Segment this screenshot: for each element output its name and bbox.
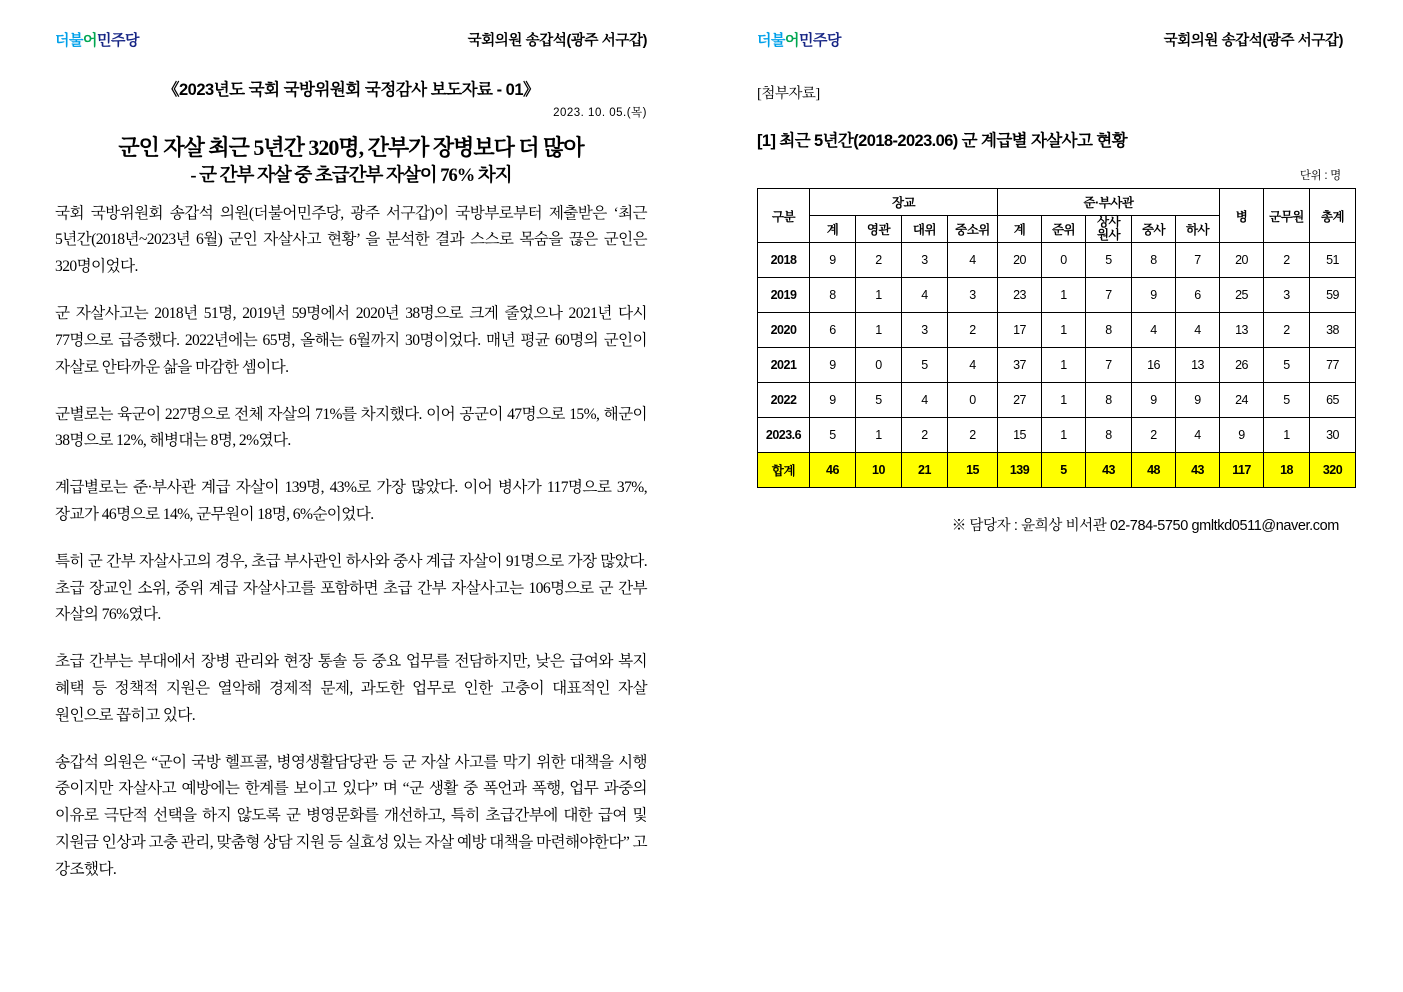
cell: 9 xyxy=(810,383,856,418)
cell: 2 xyxy=(856,243,902,278)
row-year: 2022 xyxy=(758,383,810,418)
total-cell: 18 xyxy=(1264,453,1310,488)
total-cell: 320 xyxy=(1310,453,1356,488)
header-group-civilian: 군무원 xyxy=(1264,189,1310,243)
cell: 0 xyxy=(948,383,998,418)
cell: 20 xyxy=(998,243,1042,278)
header-officer-sum: 계 xyxy=(810,216,856,243)
logo-text-part3-right: 민주당 xyxy=(798,31,841,49)
cell: 30 xyxy=(1310,418,1356,453)
cell: 7 xyxy=(1086,278,1132,313)
cell: 5 xyxy=(1264,383,1310,418)
cell: 1 xyxy=(856,418,902,453)
cell: 15 xyxy=(998,418,1042,453)
cell: 5 xyxy=(902,348,948,383)
cell: 4 xyxy=(948,348,998,383)
cell: 27 xyxy=(998,383,1042,418)
logo-text-part1-right: 더불 xyxy=(757,31,785,49)
cell: 51 xyxy=(1310,243,1356,278)
member-title-left: 국회의원 송갑석(광주 서구갑) xyxy=(467,32,647,49)
table-row xyxy=(758,313,1356,348)
cell: 8 xyxy=(1132,243,1176,278)
party-logo xyxy=(55,29,139,50)
table-row xyxy=(758,383,1356,418)
row-year: 2021 xyxy=(758,348,810,383)
table-total-row xyxy=(758,453,1356,488)
table-header-group-row xyxy=(758,189,1356,216)
member-title-right: 국회의원 송갑석(광주 서구갑) xyxy=(1163,32,1343,49)
cell: 2 xyxy=(1264,243,1310,278)
table-row xyxy=(758,278,1356,313)
header-nco-sum: 계 xyxy=(998,216,1042,243)
cell: 2 xyxy=(1264,313,1310,348)
cell: 3 xyxy=(902,243,948,278)
cell: 1 xyxy=(856,313,902,348)
row-year: 2019 xyxy=(758,278,810,313)
table-row xyxy=(758,348,1356,383)
cell: 4 xyxy=(902,278,948,313)
total-rowhead: 합계 xyxy=(758,453,810,488)
total-cell: 43 xyxy=(1086,453,1132,488)
suicide-statistics-table xyxy=(757,188,1356,488)
header-group-total: 총계 xyxy=(1310,189,1356,243)
header-group-nco: 준·부사관 xyxy=(998,189,1220,216)
right-page-header xyxy=(757,18,1343,60)
header-nco-staff: 중사 xyxy=(1132,216,1176,243)
cell: 6 xyxy=(1176,278,1220,313)
total-cell: 46 xyxy=(810,453,856,488)
cell: 5 xyxy=(1086,243,1132,278)
header-officer-field: 영관 xyxy=(856,216,902,243)
total-cell: 48 xyxy=(1132,453,1176,488)
body-paragraph-4: 계급별로는 준·부사관 계급 자살이 139명, 43%로 가장 많았다. 이어 병사가 117명으로 37%, 장교가 46명으로 14%, 군무원이 18명, 6%순이었다. xyxy=(55,479,647,523)
body-paragraph-5: 특히 군 간부 자살사고의 경우, 초급 부사관인 하사와 중사 계급 자살이 91명으로 가장 많았다. 초급 장교인 소위, 중위 계급 자살사고를 포함하면 초급 간부 자살사고는 106명으로 군 간부 자살의 76%였다. xyxy=(55,552,647,624)
cell: 4 xyxy=(902,383,948,418)
page-title: 군인 자살 최근 5년간 320명, 간부가 장병보다 더 많아 xyxy=(118,135,584,160)
cell: 65 xyxy=(1310,383,1356,418)
cell: 1 xyxy=(856,278,902,313)
header-group-soldier: 병 xyxy=(1220,189,1264,243)
attachment-label: [첨부자료] xyxy=(757,86,820,102)
cell: 5 xyxy=(856,383,902,418)
header-group-officer: 장교 xyxy=(810,189,998,216)
row-year: 2023.6 xyxy=(758,418,810,453)
cell: 1 xyxy=(1042,278,1086,313)
body-paragraph-7: 송갑석 의원은 “군이 국방 헬프콜, 병영생활담당관 등 군 자살 사고를 막기 위한 대책을 시행 중이지만 자살사고 예방에는 한계를 보이고 있다” 며 “군 생활 중 폭언과 폭행, 업무 과중의 이유로 극단적 선택을 하지 않도록 군 병영문화를 개선하고, 특히 초급간부에 대한 급여 및 지원금 인상과 고충 관리, 맞춤형 상담 지원 등 실효성 있는 자살 예방 대책을 마련해야한다” 고 강조했다. xyxy=(55,753,647,878)
cell: 5 xyxy=(1264,348,1310,383)
cell: 5 xyxy=(810,418,856,453)
cell: 20 xyxy=(1220,243,1264,278)
total-cell: 117 xyxy=(1220,453,1264,488)
cell: 8 xyxy=(1086,383,1132,418)
row-year: 2018 xyxy=(758,243,810,278)
total-cell: 43 xyxy=(1176,453,1220,488)
cell: 25 xyxy=(1220,278,1264,313)
total-cell: 10 xyxy=(856,453,902,488)
cell: 16 xyxy=(1132,348,1176,383)
cell: 2 xyxy=(902,418,948,453)
header-nco-warrant: 준위 xyxy=(1042,216,1086,243)
cell: 1 xyxy=(1264,418,1310,453)
body-paragraph-3: 군별로는 육군이 227명으로 전체 자살의 71%를 차지했다. 이어 공군이 47명으로 15%, 해군이 38명으로 12%, 해병대는 8명, 2%였다. xyxy=(55,405,647,450)
cell: 7 xyxy=(1086,348,1132,383)
cell: 2 xyxy=(948,418,998,453)
table-row xyxy=(758,243,1356,278)
row-year: 2020 xyxy=(758,313,810,348)
header-nco-sergeant: 하사 xyxy=(1176,216,1220,243)
cell: 59 xyxy=(1310,278,1356,313)
logo-text-part2-right: 어 xyxy=(784,31,799,49)
cell: 1 xyxy=(1042,418,1086,453)
total-cell: 15 xyxy=(948,453,998,488)
cell: 0 xyxy=(856,348,902,383)
page-subtitle: - 군 간부 자살 중 초급간부 자살이 76% 차지 xyxy=(190,165,512,186)
section-title: [1] 최근 5년간(2018-2023.06) 군 계급별 자살사고 현황 xyxy=(757,132,1128,150)
cell: 9 xyxy=(1220,418,1264,453)
cell: 8 xyxy=(1086,418,1132,453)
header-nco-master xyxy=(1086,216,1132,243)
cell: 4 xyxy=(948,243,998,278)
cell: 4 xyxy=(1176,313,1220,348)
cell: 3 xyxy=(1264,278,1310,313)
cell: 6 xyxy=(810,313,856,348)
left-page-header xyxy=(55,18,647,60)
header-officer-junior: 중소위 xyxy=(948,216,998,243)
total-cell: 21 xyxy=(902,453,948,488)
body-paragraph-2: 군 자살사고는 2018년 51명, 2019년 59명에서 2020년 38명으로 크게 줄었으나 2021년 다시 77명으로 급증했다. 2022년에는 65명, 올해는 6월까지 30명이었다. 매년 평균 60명의 군인이 자살로 안타까운 삶을 마감한 셈이다. xyxy=(55,305,647,376)
total-cell: 139 xyxy=(998,453,1042,488)
unit-label: 단위 : 명 xyxy=(1299,170,1341,182)
cell: 8 xyxy=(810,278,856,313)
right-page xyxy=(702,0,1403,992)
cell: 13 xyxy=(1220,313,1264,348)
cell: 4 xyxy=(1176,418,1220,453)
cell: 9 xyxy=(1132,278,1176,313)
logo-text-part3: 민주당 xyxy=(96,31,139,49)
cell: 9 xyxy=(810,243,856,278)
header-rowhead: 구분 xyxy=(758,189,810,243)
cell: 7 xyxy=(1176,243,1220,278)
cell: 3 xyxy=(902,313,948,348)
cell: 77 xyxy=(1310,348,1356,383)
cell: 3 xyxy=(948,278,998,313)
party-logo-right xyxy=(757,29,841,50)
cell: 1 xyxy=(1042,348,1086,383)
table-row xyxy=(758,418,1356,453)
body-paragraph-1: 국회 국방위원회 송갑석 의원(더불어민주당, 광주 서구갑)이 국방부로부터 제출받은 ‘최근 5년간(2018년~2023년 6월) 군인 자살사고 현황’ 을 분석한 결과 스스로 목숨을 끊은 군인은 320명이었다. xyxy=(55,204,647,276)
cell: 2 xyxy=(948,313,998,348)
cell: 1 xyxy=(1042,313,1086,348)
logo-text-part2: 어 xyxy=(82,31,97,49)
cell: 0 xyxy=(1042,243,1086,278)
table-body xyxy=(758,243,1356,488)
cell: 9 xyxy=(1176,383,1220,418)
cell: 26 xyxy=(1220,348,1264,383)
logo-text-part1: 더불 xyxy=(55,31,83,49)
body-paragraph-6: 초급 간부는 부대에서 장병 관리와 현장 통솔 등 중요 업무를 전담하지만, 낮은 급여와 복지 혜택 등 정책적 지원은 열악해 경제적 문제, 과도한 업무로 인한 고충이 대표적인 자살 원인으로 꼽히고 있다. xyxy=(55,653,647,724)
document-tag: 《2023년도 국회 국방위원회 국정감사 보도자료 - 01》 xyxy=(162,81,540,99)
header-nco-master-line1: 상사 xyxy=(1096,215,1121,229)
cell: 9 xyxy=(1132,383,1176,418)
cell: 8 xyxy=(1086,313,1132,348)
cell: 24 xyxy=(1220,383,1264,418)
cell: 37 xyxy=(998,348,1042,383)
cell: 2 xyxy=(1132,418,1176,453)
cell: 13 xyxy=(1176,348,1220,383)
cell: 4 xyxy=(1132,313,1176,348)
contact-info: ※ 담당자 : 윤희상 비서관 02-784-5750 gmltkd0511@naver.com xyxy=(951,518,1339,535)
header-officer-captain: 대위 xyxy=(902,216,948,243)
total-cell: 5 xyxy=(1042,453,1086,488)
cell: 38 xyxy=(1310,313,1356,348)
header-nco-master-line2: 원사 xyxy=(1096,228,1121,243)
cell: 23 xyxy=(998,278,1042,313)
cell: 17 xyxy=(998,313,1042,348)
cell: 9 xyxy=(810,348,856,383)
document-date: 2023. 10. 05.(목) xyxy=(553,107,647,119)
cell: 1 xyxy=(1042,383,1086,418)
